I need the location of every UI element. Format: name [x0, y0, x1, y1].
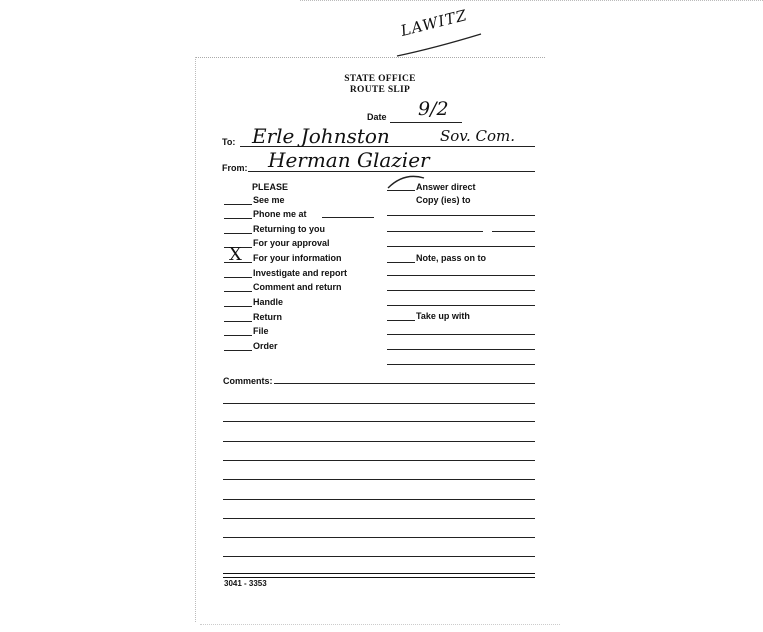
comments-line: [223, 441, 535, 442]
copy-to-label: Copy (ies) to: [416, 195, 471, 205]
check-blank: [224, 321, 252, 322]
comments-line: [223, 499, 535, 500]
answer-direct-blank: [387, 190, 415, 191]
comments-line: [223, 460, 535, 461]
check-blank: [224, 291, 252, 292]
please-item-phone: Phone me at: [253, 209, 307, 219]
copy-line-1: [387, 215, 535, 216]
take-up-label: Take up with: [416, 311, 470, 321]
slip-left-edge: [195, 57, 196, 622]
please-item-information: For your information: [253, 253, 342, 263]
check-mark-x: X: [229, 244, 242, 265]
scan-edge-bottom: [200, 624, 560, 625]
please-item-comment: Comment and return: [253, 282, 342, 292]
check-blank: [224, 233, 252, 234]
top-handwritten-note: LAWITZ: [398, 6, 470, 40]
check-blank: [224, 218, 252, 219]
please-item-approval: For your approval: [253, 238, 330, 248]
take-line-2: [387, 349, 535, 350]
copy-line-2a: [387, 231, 483, 232]
comments-line: [223, 421, 535, 422]
slip-title-line2: ROUTE SLIP: [349, 85, 411, 95]
phone-line: [322, 217, 374, 218]
from-label: From:: [222, 163, 248, 173]
comments-label: Comments:: [223, 376, 273, 386]
form-number: 3041 - 3353: [224, 579, 267, 588]
note-line-3: [387, 305, 535, 306]
comments-line: [223, 537, 535, 538]
comments-line: [223, 556, 535, 557]
bottom-rule-1: [223, 573, 535, 574]
note-line-2: [387, 290, 535, 291]
slip-top-edge: [195, 57, 545, 58]
date-line: [390, 122, 462, 123]
note-pass-blank: [387, 262, 415, 263]
to-name-handwritten: Erle Johnston: [252, 124, 390, 148]
note-line-1: [387, 275, 535, 276]
copy-line-2b: [492, 231, 535, 232]
comments-line: [223, 403, 535, 404]
comments-line: [223, 479, 535, 480]
take-line-3: [387, 364, 535, 365]
slip-title-line1: STATE OFFICE: [344, 74, 416, 84]
please-item-handle: Handle: [253, 297, 284, 307]
please-item-see-me: See me: [253, 195, 285, 205]
date-handwritten: 9/2: [418, 98, 449, 120]
from-name-handwritten: Herman Glazier: [268, 148, 430, 172]
check-blank: [224, 335, 252, 336]
please-item-file: File: [253, 326, 269, 336]
date-label: Date: [367, 112, 387, 122]
please-item-investigate: Investigate and report: [253, 268, 348, 278]
check-blank: [224, 204, 252, 205]
take-line-1: [387, 334, 535, 335]
please-heading: PLEASE: [252, 182, 289, 192]
bottom-rule-2: [223, 577, 535, 578]
please-item-returning: Returning to you: [253, 224, 325, 234]
check-blank: [224, 350, 252, 351]
copy-line-3: [387, 246, 535, 247]
take-up-blank: [387, 320, 415, 321]
note-pass-label: Note, pass on to: [416, 253, 487, 263]
top-note-underline: [395, 30, 485, 60]
scan-edge-top: [300, 0, 763, 1]
check-blank: [224, 306, 252, 307]
check-blank: [224, 277, 252, 278]
comments-line: [223, 518, 535, 519]
to-suffix-handwritten: Sov. Com.: [440, 127, 516, 145]
comments-line-0: [274, 383, 535, 384]
please-item-order: Order: [253, 341, 278, 351]
please-item-return: Return: [253, 312, 282, 322]
to-label: To:: [222, 137, 236, 147]
answer-direct-label: Answer direct: [416, 182, 476, 192]
